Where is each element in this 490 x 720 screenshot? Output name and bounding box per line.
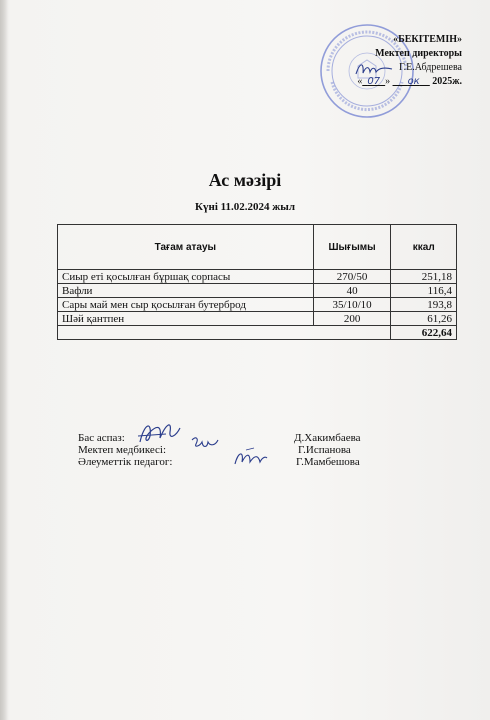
approval-month: ок [407,76,420,87]
nurse-signature-icon [190,434,220,454]
signature-name: Д.Хакимбаева [294,432,361,444]
signature-role: Бас аспаз: [78,432,125,444]
dish-name: Сары май мен сыр қосылған бутерброд [58,298,314,312]
table-header-row [58,225,457,270]
approval-day: 07 [367,76,381,87]
dish-kcal: 61,26 [391,312,457,326]
dish-yield: 270/50 [313,270,391,284]
dish-name: Сиыр еті қосылған бұршақ сорпасы [58,270,314,284]
signature-role: Мектеп медбикесі: [78,444,167,456]
dish-name: Шәй қантпен [58,312,314,326]
menu-table [57,224,457,340]
approval-block [302,33,462,89]
signature-row [78,444,378,456]
header-dish-name: Тағам атауы [58,225,314,270]
signature-row [78,456,378,468]
table-row [58,270,457,284]
dish-name: Вафли [58,284,314,298]
signature-row [78,432,378,444]
dish-yield: 35/10/10 [313,298,391,312]
approval-director-name: Г.Е.Абдрешева [398,62,462,73]
document-title: Ас мәзірі [208,170,282,190]
signature-role: Әлеуметтік педагог: [78,456,173,468]
table-row [58,312,457,326]
table-row [58,284,457,298]
header-kcal: ккал [391,225,457,270]
header-yield: Шығымы [313,225,391,270]
total-label-cell [58,326,391,340]
approval-title: «БЕКІТЕМІН» [393,34,462,45]
dish-yield: 200 [313,312,391,326]
document-date: Күні 11.02.2024 жыл [195,201,295,213]
approval-date: «_07_» ___ок__ 2025ж. [357,76,462,87]
table-total-row [58,326,457,340]
approval-year: 2025ж. [432,76,462,87]
dish-yield: 40 [313,284,391,298]
total-kcal: 622,64 [391,326,457,340]
dish-kcal: 251,18 [391,270,457,284]
signature-name: Г.Мамбешова [296,456,360,468]
dish-kcal: 116,4 [391,284,457,298]
table-row [58,298,457,312]
chef-signature-icon [136,418,182,448]
signatures-block [78,432,378,468]
approval-position: Мектеп директоры [375,48,462,59]
signature-name: Г.Испанова [298,444,351,456]
dish-kcal: 193,8 [391,298,457,312]
pedagogue-signature-icon [232,446,268,468]
page-edge-shadow [0,0,8,720]
